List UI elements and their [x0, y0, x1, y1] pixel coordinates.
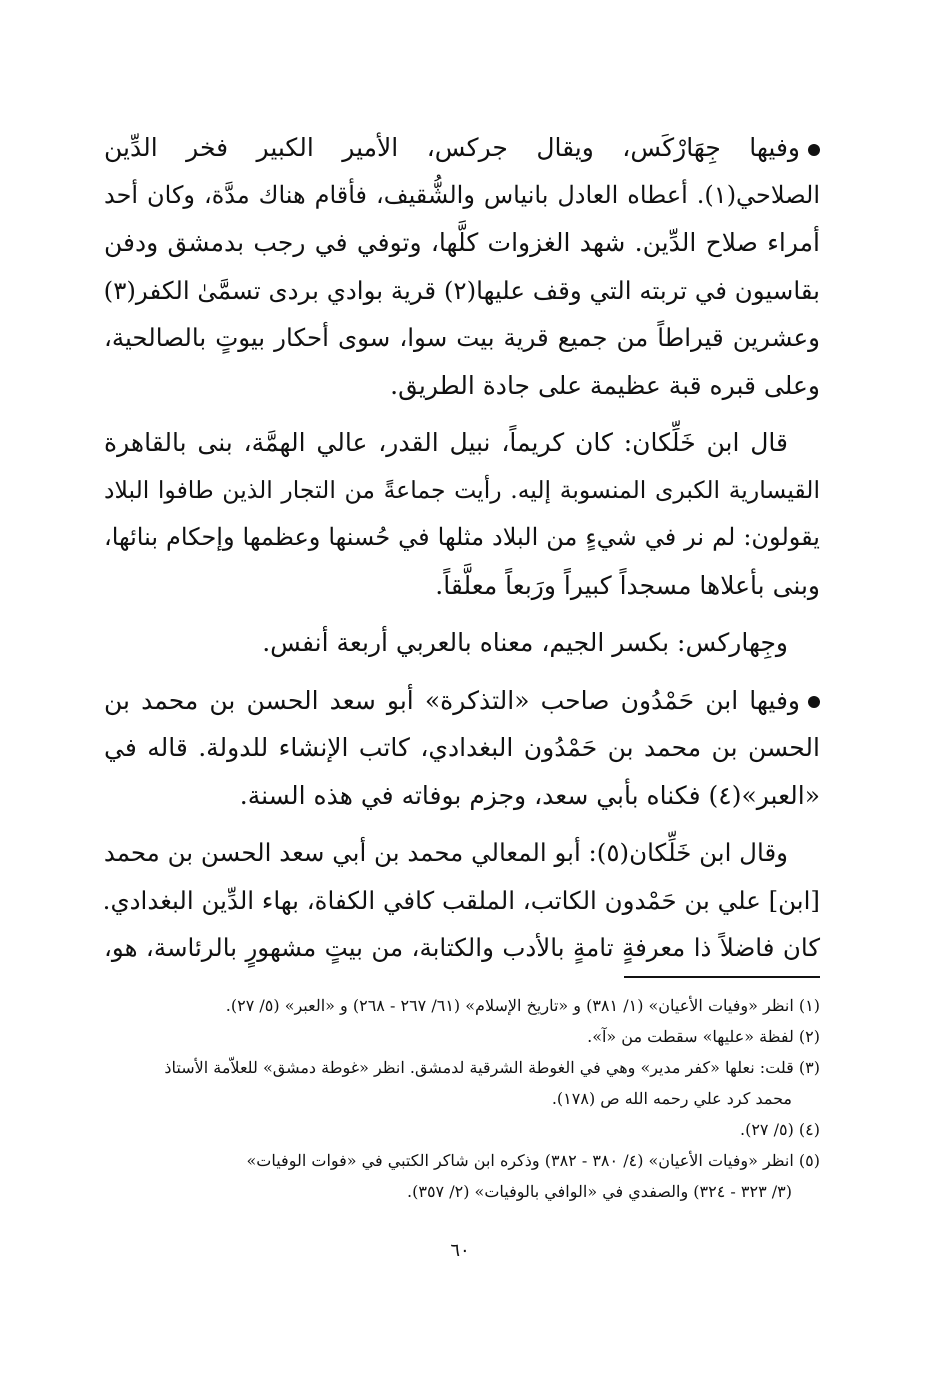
- footnote-line: (٢) لفظة «عليها» سقطت من «آ».: [587, 1027, 820, 1046]
- bullet-icon: [808, 144, 820, 156]
- text-line: وفيها جِهَارْكَس، ويقال جركس، الأمير الكبير فخر الدِّين: [104, 124, 820, 172]
- text-line: يقولون: لم نر في شيءٍ من البلاد مثلها في حُسنها وعظمها وإحكام بنائها،: [104, 523, 820, 551]
- text-line: وعلى قبره قبة عظيمة على جادة الطريق.: [390, 370, 820, 400]
- text-line: وفيها ابن حَمْدُون صاحب «التذكرة» أبو سعد الحسن بن محمد بن: [104, 677, 820, 725]
- text-line: القيسارية الكبرى المنسوبة إليه. رأيت جماعةً من التجار الذين طافوا البلاد: [104, 475, 820, 504]
- footnotes: [104, 990, 820, 1207]
- text-line: [ابن] علي بن حَمْدون الكاتب، الملقب كافي الكفاة، بهاء الدِّين البغدادي.: [102, 885, 820, 915]
- paragraph-jaharkas: [104, 124, 820, 409]
- text-line: بقاسيون في تربته التي وقف عليها(٢) قرية بوادي بردى تسمَّىٰ الكفر(٣): [103, 275, 820, 305]
- text-line: وبنى بأعلاها مسجداً كبيراً ورَبعاً معلَّقاً.: [435, 570, 820, 600]
- footnote-4: [104, 1114, 820, 1145]
- paragraph-ibn-hamdun: [104, 677, 820, 820]
- footnote-1: [104, 990, 820, 1021]
- text-line: كان فاضلاً ذا معرفةٍ تامةٍ بالأدب والكتابة، من بيتٍ مشهورٍ بالرئاسة، هو،: [104, 933, 820, 962]
- main-text: [104, 124, 820, 972]
- footnote-3: [104, 1052, 820, 1114]
- footnote-line: (٣/ ٣٢٣ - ٣٢٤) والصفدي في «الوافي بالوفيات» (٢/ ٣٥٧).: [407, 1182, 792, 1201]
- text-line: وعشرين قيراطاً من جميع قرية بيت سوا، سوى أحكار بيوتٍ بالصالحية،: [104, 323, 820, 352]
- paragraph-ibn-khallikan: [104, 419, 820, 609]
- footnote-line: (٥) انظر «وفيات الأعيان» (٤/ ٣٨٠ - ٣٨٢) وذكره ابن شاكر الكتبي في «فوات الوفيات»: [246, 1151, 820, 1170]
- footnote-line: (١) انظر «وفيات الأعيان» (١/ ٣٨١) و «تاريخ الإسلام» (٦١/ ٢٦٧ - ٢٦٨) و «العبر» (٥/ ٢٧).: [225, 996, 820, 1015]
- paragraph-abu-al-maali: [104, 829, 820, 972]
- footnote-5: [104, 1145, 820, 1207]
- bullet-icon: [808, 696, 820, 708]
- page-number: ٦٠: [450, 1240, 470, 1261]
- text-line: «العبر»(٤) فكناه بأبي سعد، وجزم بوفاته في هذه السنة.: [239, 780, 820, 810]
- text-line: أمراء صلاح الدِّين. شهد الغزوات كلَّها، وتوفي في رجب بدمشق ودفن: [104, 228, 820, 257]
- text-line: قال ابن خَلِّكان: كان كريماً، نبيل القدر، عالي الهمَّة، بنى بالقاهرة: [104, 428, 788, 457]
- footnote-2: [104, 1021, 820, 1052]
- text-line: الصلاحي(١). أعطاه العادل بانياس والشُّقيف، فأقام هناك مدَّة، وكان أحد: [104, 180, 821, 209]
- footnote-line: (٣) قلت: نعلها «كفر مدير» وهي في الغوطة الشرقية لدمشق. انظر «غوطة دمشق» للعلاّمة الأستاذ: [164, 1058, 820, 1077]
- text-line: وجِهاركس: بكسر الجيم، معناه بالعربي أربعة أنفس.: [262, 628, 788, 657]
- paragraph-jaharkas-meaning: [104, 619, 820, 667]
- text-line: وقال ابن خَلِّكان(٥): أبو المعالي محمد بن أبي سعد الحسن بن محمد: [103, 838, 788, 867]
- text-line: الحسن بن محمد بن حَمْدُون البغدادي، كاتب الإنشاء للدولة. قاله في: [104, 733, 820, 762]
- footnote-line: محمد كرد علي رحمه الله ص (١٧٨).: [551, 1089, 792, 1108]
- footnote-divider: [624, 976, 820, 978]
- footnote-line: (٤) (٥/ ٢٧).: [739, 1120, 820, 1139]
